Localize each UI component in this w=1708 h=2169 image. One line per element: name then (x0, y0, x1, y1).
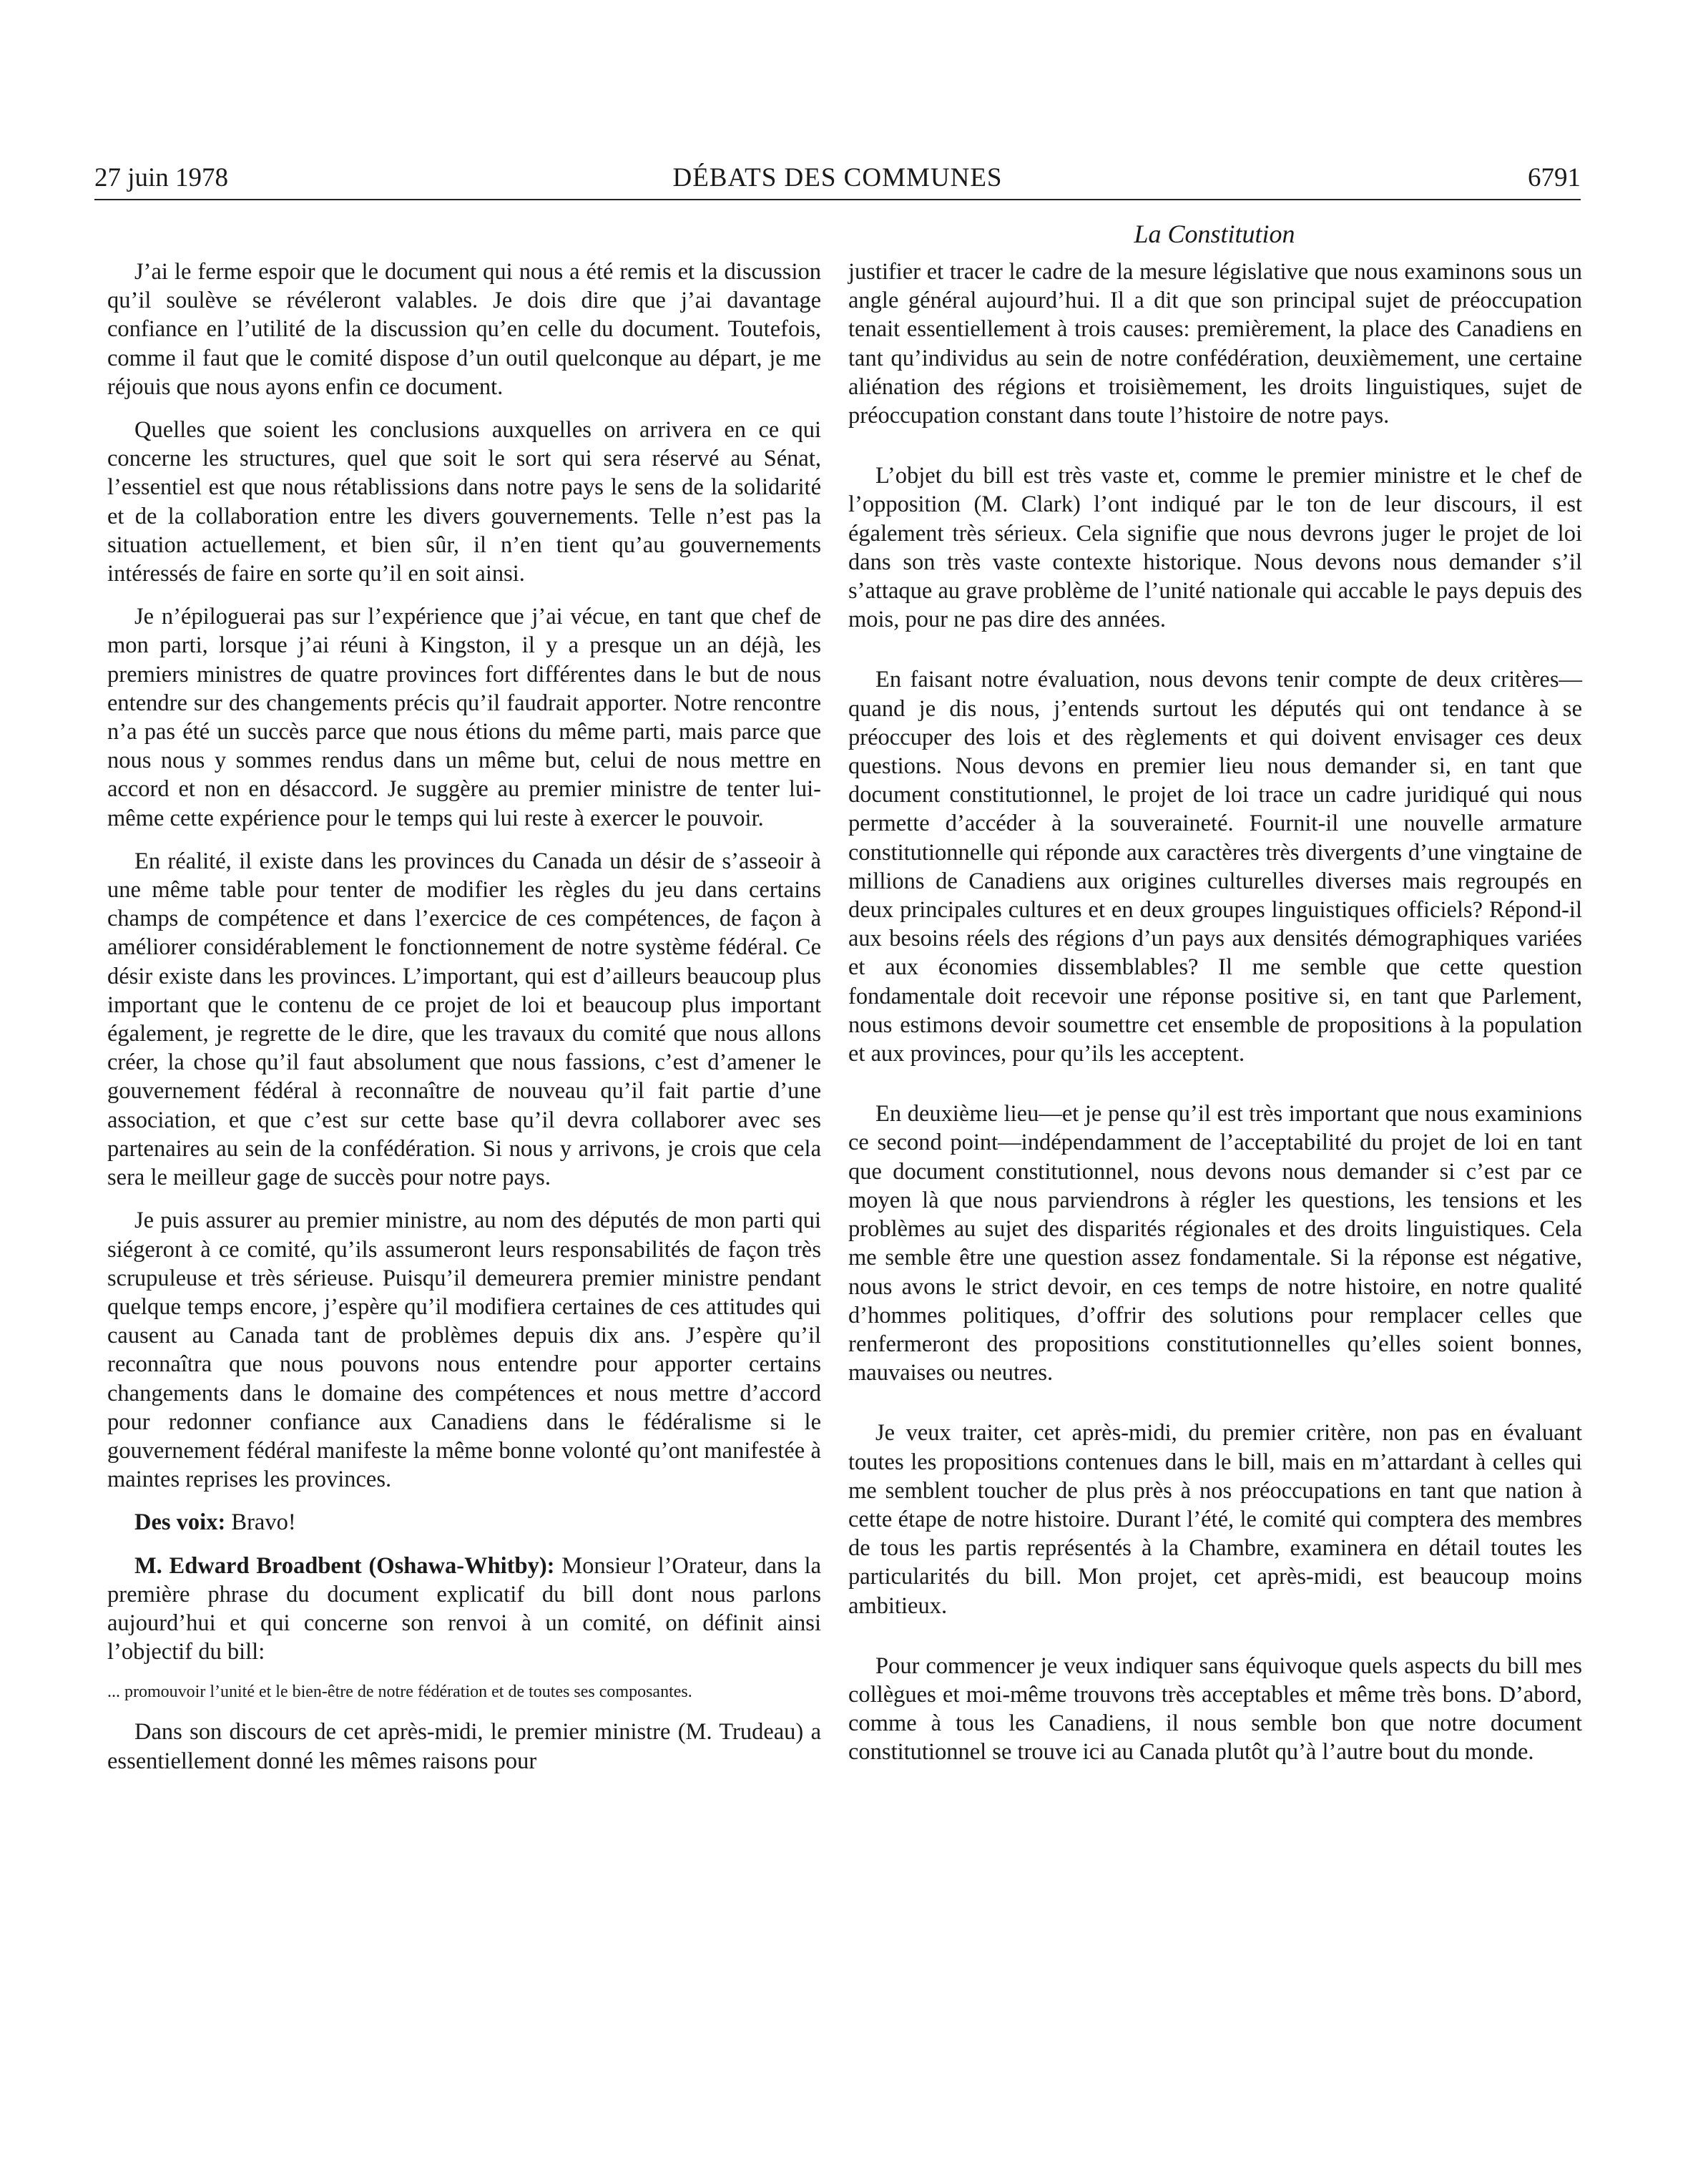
paragraph: Je n’épiloguerai pas sur l’expérience que j’ai vécue, en tant que chef de mon parti, lorsque j’ai réuni à Kingston, il y a presque un an déjà, les premiers ministres de quatre provinces fort différentes dans le but de nous entendre sur des changements précis qu’il faudrait apporter. Notre rencontre n’a pas été un succès parce que nous étions du même parti, mais parce que nous nous y sommes rendus dans un même but, celui de nous mettre en accord et non en désaccord. Je suggère au premier ministre de tenter lui-même cette expérience pour le temps qui lui reste à exercer le pouvoir. (107, 604, 821, 831)
paragraph: Pour commencer je veux indiquer sans équivoque quels aspects du bill mes collègues et moi-même trouvons très acceptables et même très bons. D’abord, comme à tous les Canadiens, il nous semble bon que notre document constitutionnel se trouve ici au Canada plutôt qu’à l’autre bout du monde. (848, 1653, 1582, 1766)
page-header (94, 163, 1581, 200)
header-title: DÉBATS DES COMMUNES (672, 163, 1003, 192)
paragraph: Je veux traiter, cet après-midi, du premier critère, non pas en évaluant toutes les propositions contenues dans le bill, mais en m’attardant à celles qui me semblent toucher de plus près à nos préoccupations en tant que nation à cette étape de notre histoire. Durant l’été, le comité qui comptera des membres de tous les partis représentés à la Chambre, examinera en détail toutes les particularités du bill. Mon projet, cet après-midi, est beaucoup moins ambitieux. (848, 1420, 1582, 1619)
paragraph: justifier et tracer le cadre de la mesure législative que nous examinons sous un angle général aujourd’hui. Il a dit que son principal sujet de préoccupation tenait essentiellement à trois causes: premièrement, la place des Canadiens en tant qu’individus au sein de notre confédération, deuxièmement, une certaine aliénation des régions et troisièmement, les droits linguistiques, sujet de préoccupation constant dans toute l’histoire de notre pays. (848, 259, 1582, 429)
paragraph: Quelles que soient les conclusions auxquelles on arrivera en ce qui concerne les structures, quel que soit le sort qui sera réservé au Sénat, l’essentiel est que nous rétablissions dans notre pays le sens de la solidarité et de la collaboration entre les divers gouvernements. Telle n’est pas la situation actuellement, et bien sûr, il n’en tient qu’au gouvernements intéressés de faire en sorte qu’il en soit ainsi. (107, 417, 821, 587)
paragraph: En réalité, il existe dans les provinces du Canada un désir de s’asseoir à une même table pour tenter de modifier les règles du jeu dans certains champs de compétence et dans l’exercice de ces compétences, de façon à améliorer considérablement le fonctionnement de notre système fédéral. Ce désir existe dans les provinces. L’important, qui est d’ailleurs beaucoup plus important que le contenu de ce projet de loi et beaucoup plus important également, je regrette de le dire, que les travaux du comité que nous allons créer, la chose qu’il faut absolument que nous fassions, c’est d’amener le gouvernement fédéral à reconnaître de nouveau qu’il fait partie d’une association, et que c’est sur cette base qu’il devra collaborer avec ses partenaires au sein de la confédération. Si nous y arrivons, je crois que cela sera le meilleur gage de succès pour notre pays. (107, 848, 821, 1191)
header-date: 27 juin 1978 (94, 163, 229, 192)
speaker-text: Monsieur l’Orateur, dans la première phrase du document explicatif du bill dont nous parlons aujourd’hui et qui concerne son renvoi à un comité, on définit ainsi l’objectif du bill: (107, 1552, 821, 1665)
voices-interjection (107, 1508, 821, 1537)
right-column (848, 258, 1582, 1798)
paragraph: En deuxième lieu—et je pense qu’il est très important que nous examinions ce second point—indépendamment de l’acceptabilité du projet de loi en tant que document constitutionnel, nous devons nous demander si c’est par ce moyen là que nous parviendrons à régler les questions, les tensions et les problèmes au sujet des disparités régionales et des droits linguistiques. Cela me semble être une question assez fondamentale. Si la réponse est négative, nous avons le strict devoir, en ces temps de notre histoire, en notre qualité d’hommes politiques, d’offrir des solutions pour remplacer celles que renfermeront des propositions constitutionnelles qu’elles soient bonnes, mauvaises ou neutres. (848, 1101, 1582, 1386)
speaker-paragraph (107, 1552, 821, 1667)
voices-speaker: Des voix: (134, 1509, 226, 1536)
header-page-number: 6791 (1528, 163, 1581, 192)
block-quote: ... promouvoir l’unité et le bien-être de notre fédération et de toutes ses composantes. (107, 1683, 692, 1702)
voices-text: Bravo! (231, 1509, 296, 1536)
paragraph: L’objet du bill est très vaste et, comme le premier ministre et le chef de l’opposition (M. Clark) l’ont indiqué par le ton de leur discours, il est également très sérieux. Cela signifie que nous devrons juger le projet de loi dans son très vaste contexte historique. Nous devons nous demander s’il s’attaque au grave problème de l’unité nationale qui accable le pays depuis des mois, pour ne pas dire des années. (848, 463, 1582, 633)
paragraph: Je puis assurer au premier ministre, au nom des députés de mon parti qui siégeront à ce comité, qu’ils assumeront leurs responsabilités de façon très scrupuleuse et très sérieuse. Puisqu’il demeurera premier ministre pendant quelque temps encore, j’espère qu’il modifiera certaines de ces attitudes qui causent au Canada tant de problèmes depuis dix ans. J’espère qu’il reconnaîtra que nous pouvons nous entendre pour apporter certains changements dans le domaine des compétences et nous mettre d’accord pour redonner confiance aux Canadiens dans le fédéralisme si le gouvernement fédéral manifeste la même bonne volonté qu’ont manifestée à maintes reprises les provinces. (107, 1208, 821, 1493)
section-title: La Constitution (1134, 220, 1295, 248)
paragraph: Dans son discours de cet après-midi, le premier ministre (M. Trudeau) a essentiellement donné les mêmes raisons pour (107, 1719, 821, 1774)
paragraph: En faisant notre évaluation, nous devons tenir compte de deux critères—quand je dis nous, j’entends surtout les députés qui ont tendance à se préoccuper des lois et des règlements et qui doivent envisager ces deux questions. Nous devons en premier lieu nous demander si, en tant que document constitutionnel, le projet de loi trace un cadre juridiqué qui nous permette d’accéder à la souveraineté. Fournit-il une nouvelle armature constitutionnelle qui réponde aux caractères très divergents d’une vingtaine de millions de Canadiens aux origines culturelles diverses mais regroupés en deux principales cultures et en deux groupes linguistiques officiels? Répond-il aux besoins réels des régions d’un pays aux densités démographiques variées et aux économies dissemblables? Il me semble que cette question fondamentale doit recevoir une réponse positive si, en tant que Parlement, nous estimons devoir soumettre cet ensemble de propositions à la population et aux provinces, pour qu’ils les acceptent. (848, 667, 1582, 1067)
paragraph: J’ai le ferme espoir que le document qui nous a été remis et la discussion qu’il soulève se révéleront valables. Je dois dire que j’ai davantage confiance en l’utilité de la discussion qu’en celle du document. Toutefois, comme il faut que le comité dispose d’un outil quelconque au départ, je me réjouis que nous ayons enfin ce document. (107, 259, 821, 400)
speaker-name: M. Edward Broadbent (Oshawa-Whitby): (134, 1552, 555, 1579)
left-column (107, 258, 821, 1790)
